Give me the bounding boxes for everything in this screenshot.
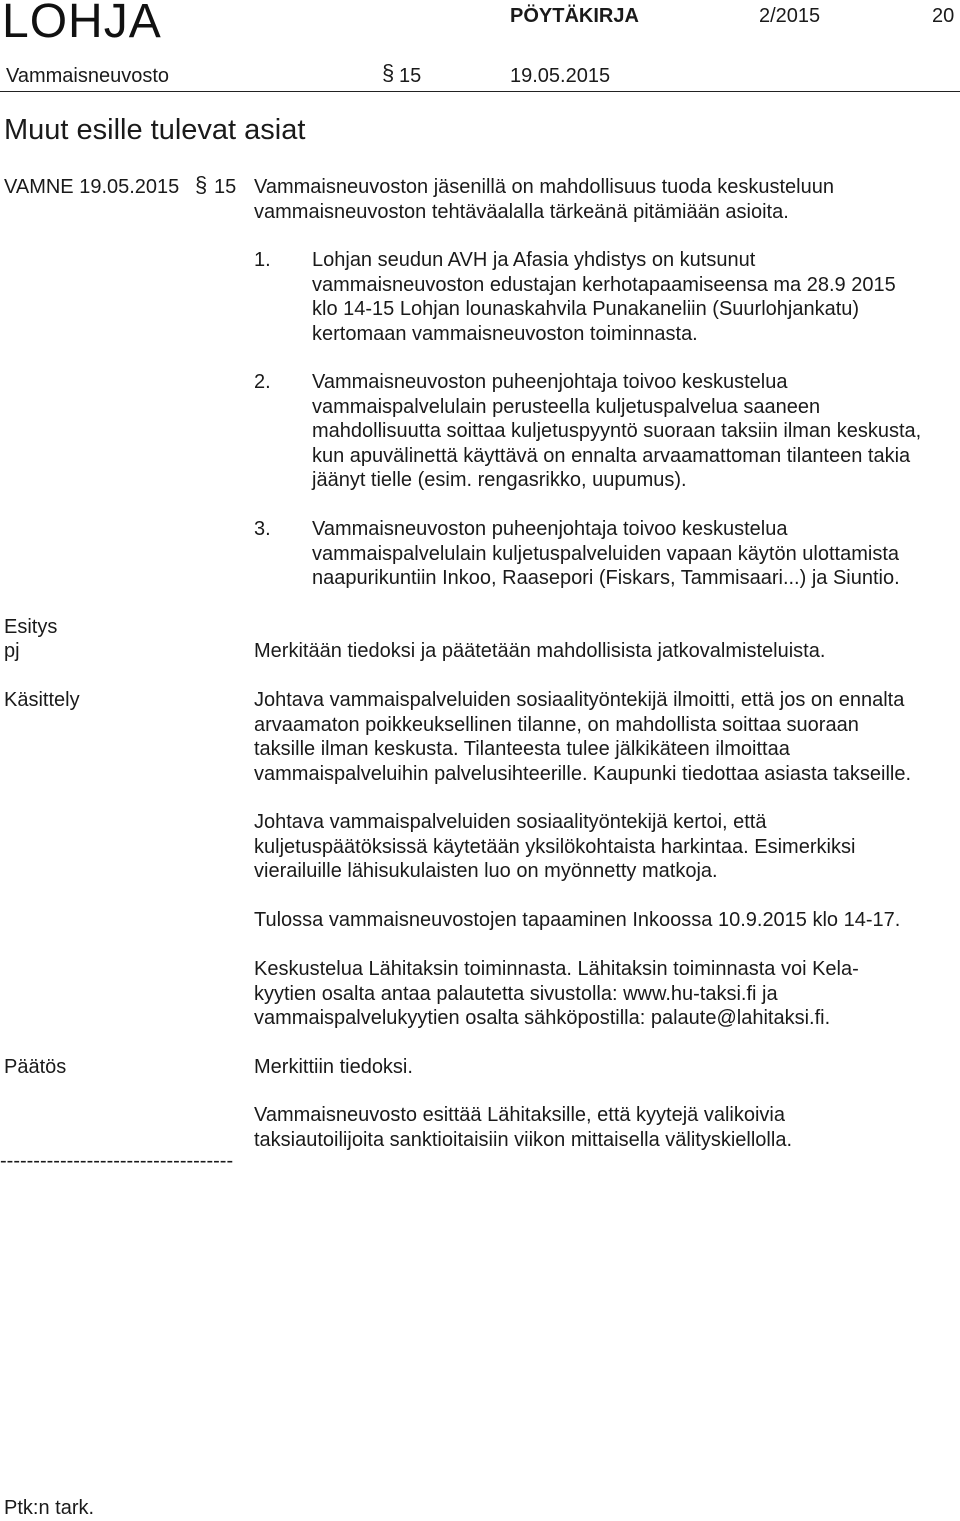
esitys-text: Merkitään tiedoksi ja päätetään mahdollisista jatkovalmisteluista. (254, 640, 826, 662)
list-item-line: jäänyt tielle (esim. rengasrikko, uupumus). (312, 469, 687, 491)
kasittely-paragraph (254, 957, 859, 1031)
paragraph-line: Merkittiin tiedoksi. (254, 1056, 413, 1078)
document-type: PÖYTÄKIRJA (510, 5, 639, 27)
list-item-line: vammaispalvelulain perusteella kuljetuspalvelua saaneen (312, 395, 821, 418)
paatos-paragraph (254, 1103, 792, 1152)
list-item-line: mahdollisuutta soittaa kuljetuspyyntö suoraan taksiin ilman keskusta, (312, 420, 922, 442)
kasittely-paragraph (254, 810, 855, 884)
kasittely-label: Käsittely (4, 689, 80, 711)
document-number: 2/2015 (759, 5, 821, 27)
section-sign-icon: § (382, 60, 395, 85)
paragraph-line: kuljetuspäätöksissä käytetään yksilökohtaista harkintaa. Esimerkiksi (254, 835, 856, 858)
kasittely-paragraph (254, 908, 900, 933)
separator-line: ----------------------------------- (0, 1150, 234, 1172)
item-number: 3. (254, 518, 271, 540)
organ-name: Vammaisneuvosto (6, 65, 170, 87)
item-number: 1. (254, 249, 271, 271)
paragraph-line: arvaamaton poikkeuksellinen tilanne, on mahdollista soittaa suoraan (254, 713, 859, 736)
item-number: 2. (254, 371, 271, 393)
page-number: 20 (932, 5, 955, 27)
intro-line: vammaisneuvoston tehtäväalalla tärkeänä pitämiään asioita. (254, 200, 789, 223)
header-divider (0, 91, 960, 92)
intro-paragraph (254, 175, 834, 224)
reference-code: VAMNE 19.05.2015 (4, 176, 180, 198)
reference-section-sign-icon: § (195, 172, 208, 197)
paatos-paragraph (254, 1055, 413, 1080)
kasittely-paragraph (254, 688, 911, 786)
section-number: 15 (399, 65, 422, 87)
paragraph-line: vierailuille lähisukulaisten luo on myönnetty matkoja. (254, 860, 718, 882)
list-item-line: Lohjan seudun AVH ja Afasia yhdistys on kutsunut (312, 249, 756, 271)
paragraph-line: taksiautoilijoita sanktioitaisiin viikon mittaisella välityskiellolla. (254, 1128, 792, 1151)
list-item-line: naapurikuntiin Inkoo, Raasepori (Fiskars, Tammisaari...) ja Siuntio. (312, 567, 900, 589)
list-item-line: Vammaisneuvoston puheenjohtaja toivoo keskustelua (312, 518, 788, 540)
list-item (312, 517, 900, 591)
paatos-label: Päätös (4, 1056, 67, 1078)
page-title: Muut esille tulevat asiat (4, 114, 306, 146)
paragraph-line: taksille ilman keskusta. Tilanteesta tulee jälkikäteen ilmoittaa (254, 738, 790, 760)
list-item (312, 248, 896, 346)
intro-line: Vammaisneuvoston jäsenillä on mahdollisuus tuoda keskusteluun (254, 176, 834, 198)
esitys-label: Esitys (4, 616, 58, 638)
list-item-line: kun apuvälinettä käyttävä on ennalta arvaamattoman tilanteen takia (312, 444, 911, 467)
footer-initials-label: Ptk:n tark. (4, 1497, 95, 1519)
meeting-date: 19.05.2015 (510, 65, 611, 87)
municipality-logo: LOHJA (2, 0, 162, 48)
paragraph-line: Keskustelua Lähitaksin toiminnasta. Lähitaksin toiminnasta voi Kela- (254, 958, 859, 980)
reference-section-number: 15 (214, 176, 237, 198)
paragraph-line: Johtava vammaispalveluiden sosiaalityöntekijä ilmoitti, että jos on ennalta (254, 689, 905, 711)
list-item-line: kertomaan vammaisneuvoston toiminnasta. (312, 322, 698, 345)
paragraph-line: kyytien osalta antaa palautetta sivustolla: www.hu-taksi.fi ja (254, 982, 778, 1005)
list-item (312, 370, 921, 493)
paragraph-line: Vammaisneuvosto esittää Lähitaksille, että kyytejä valikoivia (254, 1104, 785, 1126)
paragraph-line: vammaispalvelukyytien osalta sähköpostilla: palaute@lahitaksi.fi. (254, 1007, 831, 1029)
paragraph-line: vammaispalveluihin palvelusihteerille. Kaupunki tiedottaa asiasta takseille. (254, 762, 912, 785)
pj-label: pj (4, 640, 20, 662)
list-item-line: Vammaisneuvoston puheenjohtaja toivoo keskustelua (312, 371, 788, 393)
list-item-line: vammaispalvelulain kuljetuspalveluiden vapaan käytön ulottamista (312, 542, 900, 565)
list-item-line: vammaisneuvoston edustajan kerhotapaamiseensa ma 28.9 2015 (312, 273, 896, 296)
paragraph-line: Johtava vammaispalveluiden sosiaalityöntekijä kertoi, että (254, 811, 767, 833)
paragraph-line: Tulossa vammaisneuvostojen tapaaminen Inkoossa 10.9.2015 klo 14-17. (254, 909, 901, 931)
list-item-line: klo 14-15 Lohjan lounaskahvila Punakaneliin (Suurlohjankatu) (312, 298, 860, 320)
